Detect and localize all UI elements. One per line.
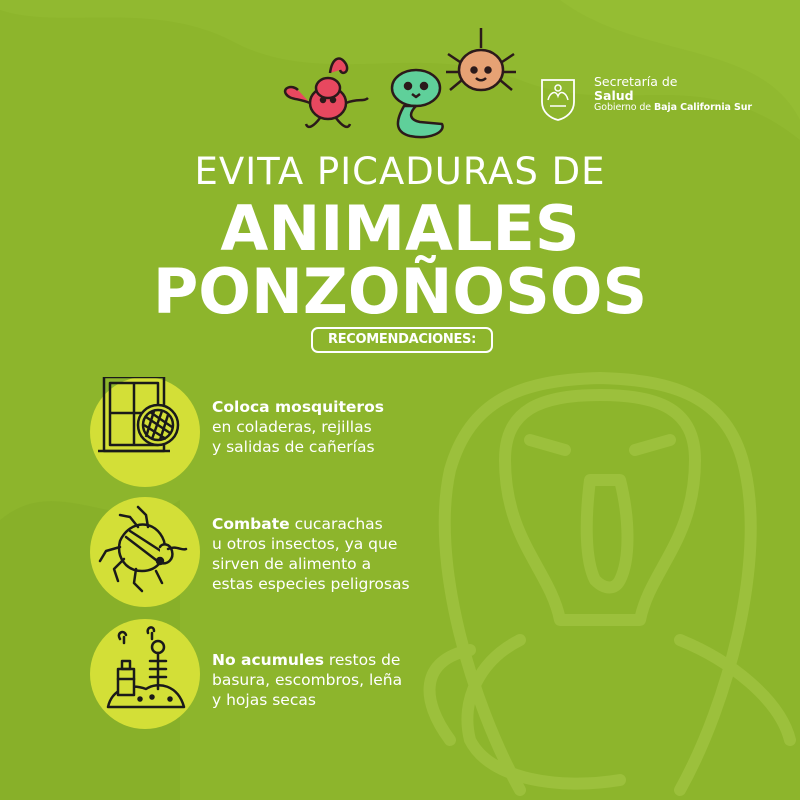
tip-icon-circle <box>90 619 200 729</box>
tip-text-2: Combate cucarachas u otros insectos, ya que sirven de alimento a estas especies peligrosas <box>212 515 410 593</box>
org-line1: Secretaría de <box>594 74 678 89</box>
trash-pile-icon <box>90 619 200 729</box>
gov-org-text <box>594 75 752 113</box>
title-line1: EVITA PICADURAS DE <box>194 150 606 193</box>
coat-of-arms-icon <box>538 76 578 122</box>
snake-icon <box>392 70 443 137</box>
cockroach-icon <box>90 497 200 607</box>
mascots-illustration <box>270 28 530 148</box>
window-screen-icon <box>90 377 200 487</box>
title-line2: ANIMALES <box>220 192 580 265</box>
org-line2: Salud <box>594 87 634 103</box>
tip-icon-circle <box>90 497 200 607</box>
scorpion-icon <box>285 58 368 126</box>
title-line3: PONZOÑOSOS <box>152 255 648 328</box>
tip-icon-circle <box>90 377 200 487</box>
org-line3: Gobierno de Baja California Sur <box>594 101 752 113</box>
tip-text-1: Coloca mosquiteros en coladeras, rejillas y salidas de cañerías <box>212 398 384 456</box>
recommendations-label: RECOMENDACIONES: <box>311 327 493 353</box>
spider-icon <box>446 28 516 90</box>
tip-text-3: No acumules restos de basura, escombros, leña y hojas secas <box>212 651 403 709</box>
